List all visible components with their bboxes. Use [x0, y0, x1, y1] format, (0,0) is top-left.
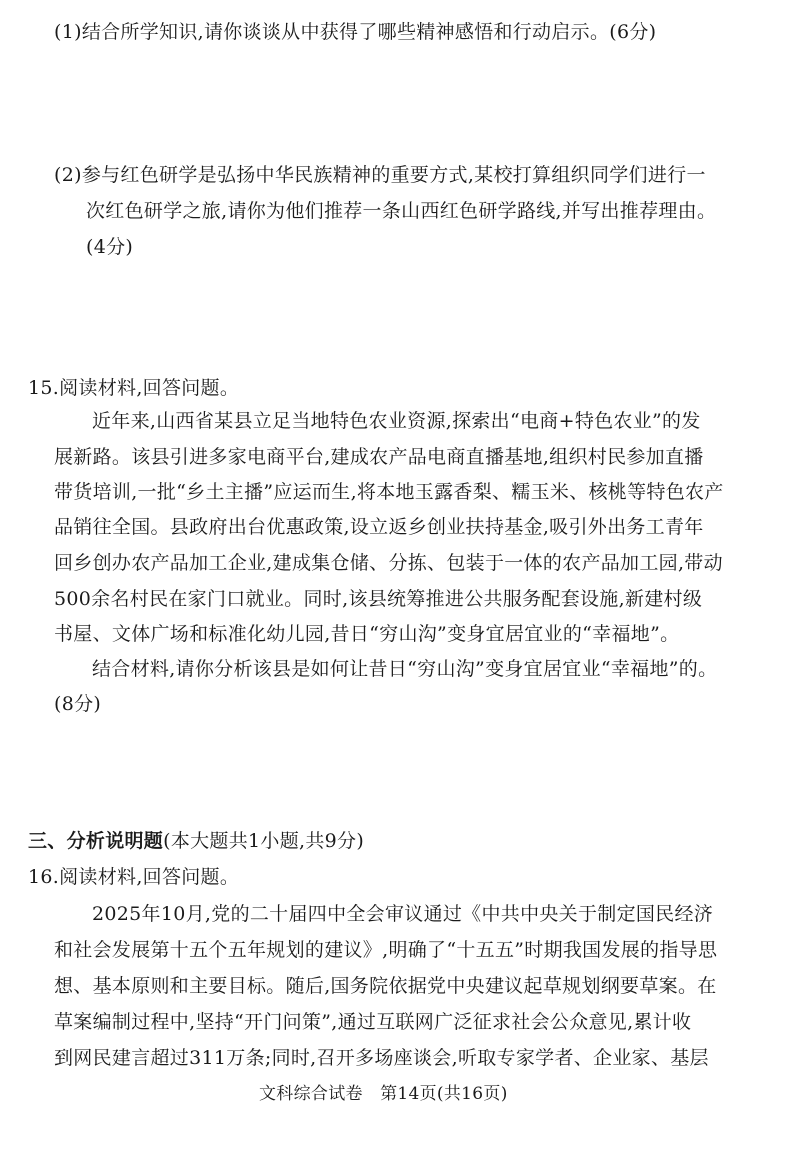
- q16-material-line-3: 想、基本原则和主要目标。随后,国务院依据党中央建议起草规划纲要草案。在: [54, 975, 717, 997]
- q15-material-line-2: 展新路。该县引进多家电商平台,建成农产品电商直播基地,组织村民参加直播: [54, 446, 704, 468]
- page-footer: 文科综合试卷 第14页(共16页): [259, 1084, 508, 1104]
- q15-material-line-4: 品销往全国。县政府出台优惠政策,设立返乡创业扶持基金,吸引外出务工青年: [54, 516, 704, 538]
- q16-material-line-5: 到网民建言超过311万条;同时,召开多场座谈会,听取专家学者、企业家、基层: [54, 1047, 709, 1069]
- q16-material-line-2: 和社会发展第十五个五年规划的建议》,明确了“十五五”时期我国发展的指导思: [54, 939, 718, 961]
- q14-part1: (1)结合所学知识,请你谈谈从中获得了哪些精神感悟和行动启示。(6分): [54, 21, 657, 43]
- q15-question-line-2: (8分): [54, 693, 102, 715]
- q16-heading: 16.阅读材料,回答问题。: [28, 866, 240, 888]
- section3-title: [28, 829, 364, 853]
- section3-title-bold: 三、分析说明题: [28, 830, 164, 852]
- q15-material-line-1: 近年来,山西省某县立足当地特色农业资源,探索出“电商+特色农业”的发: [92, 410, 701, 432]
- section3-title-rest: (本大题共1小题,共9分): [163, 830, 365, 852]
- q16-material-line-1: 2025年10月,党的二十届四中全会审议通过《中共中央关于制定国民经济: [92, 903, 714, 925]
- q14-part2-line-1: (2)参与红色研学是弘扬中华民族精神的重要方式,某校打算组织同学们进行一: [54, 164, 706, 186]
- q15-question-line-1: 结合材料,请你分析该县是如何让昔日“穷山沟”变身宜居宜业“幸福地”的。: [92, 658, 718, 680]
- q15-material-line-3: 带货培训,一批“乡土主播”应运而生,将本地玉露香梨、糯玉米、核桃等特色农产: [54, 481, 724, 503]
- q15-heading: 15.阅读材料,回答问题。: [28, 377, 240, 399]
- q16-material-line-4: 草案编制过程中,坚持“开门问策”,通过互联网广泛征求社会公众意见,累计收: [54, 1011, 692, 1033]
- q15-material-line-7: 书屋、文体广场和标准化幼儿园,昔日“穷山沟”变身宜居宜业的“幸福地”。: [54, 623, 680, 645]
- q14-part2-line-2: 次红色研学之旅,请你为他们推荐一条山西红色研学路线,并写出推荐理由。: [86, 200, 717, 222]
- q14-part2-line-3: (4分): [86, 236, 134, 258]
- q15-material-line-6: 500余名村民在家门口就业。同时,该县统筹推进公共服务配套设施,新建村级: [54, 588, 703, 610]
- q15-material-line-5: 回乡创办农产品加工企业,建成集仓储、分拣、包装于一体的农产品加工园,带动: [54, 552, 723, 574]
